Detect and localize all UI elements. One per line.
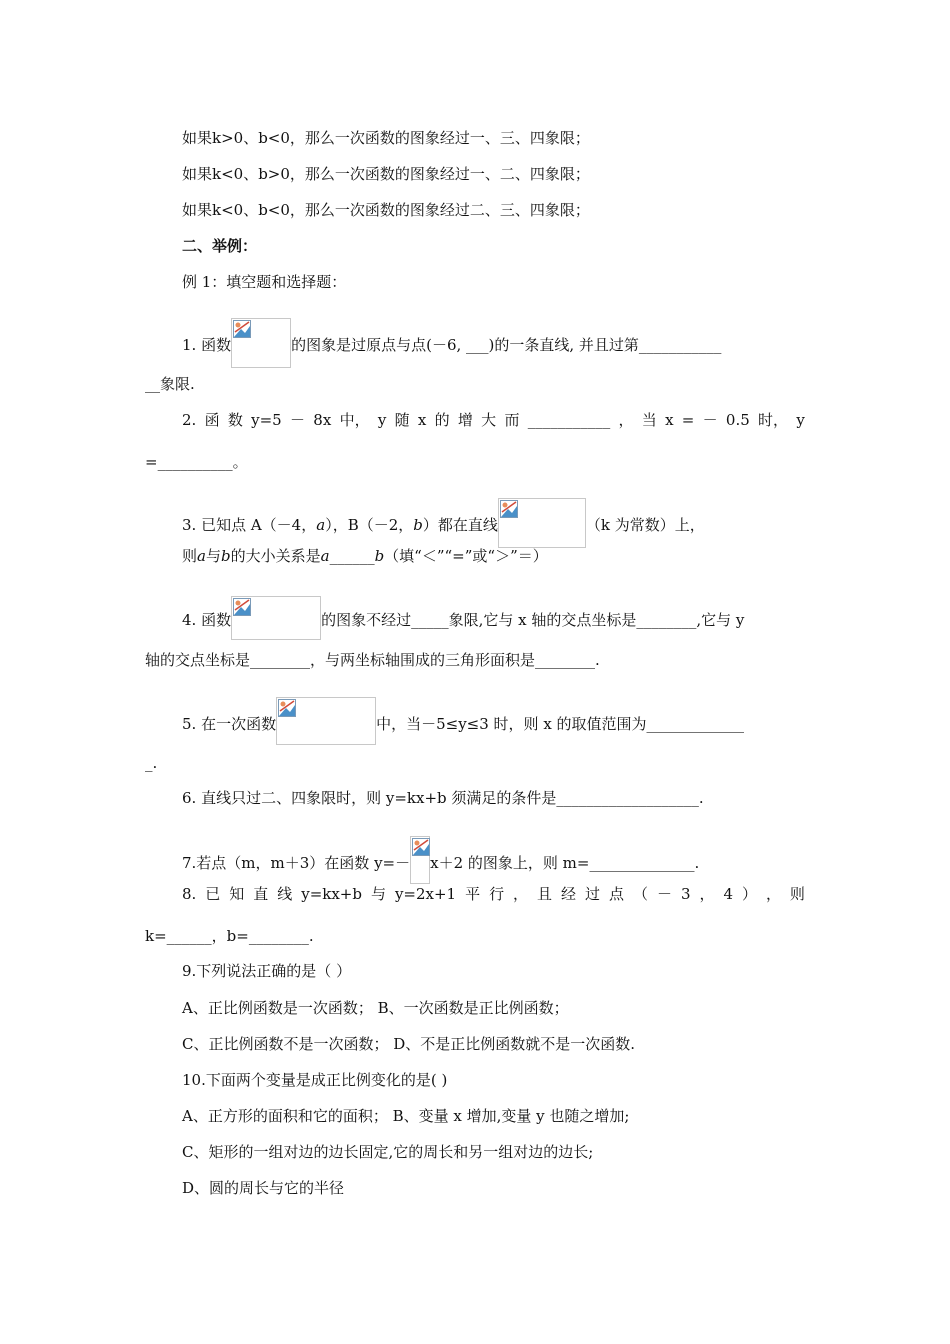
formula-image-placeholder (231, 596, 321, 640)
section-title: 二、举例： (182, 237, 258, 255)
question-4: 4. 函数 的图象不经过_____象限,它与 x 轴的交点坐标是________,它与 y (182, 596, 744, 640)
question-1-continued: __象限. (145, 375, 195, 393)
formula-image-placeholder (276, 697, 376, 745)
rule-line-1: 如果k>0、b<0，那么一次函数的图象经过一、三、四象限； (182, 129, 590, 147)
question-5: 5. 在一次函数 中，当－5≤y≤3 时，则 x 的取值范围为_____________ (182, 697, 744, 745)
question-9-stem: 9.下列说法正确的是（ ） (182, 962, 352, 980)
question-3-continued: 则a与b的大小关系是a______b（填“＜”“=”或“＞”＝） (182, 547, 548, 565)
question-9-options-cd: C、正比例函数不是一次函数； D、不是正比例函数就不是一次函数. (182, 1035, 636, 1053)
example-intro: 例 1：填空题和选择题： (182, 273, 347, 291)
question-10-option-d: D、圆的周长与它的半径 (182, 1179, 345, 1197)
formula-image-placeholder (231, 318, 291, 368)
question-9-options-ab: A、正比例函数是一次函数； B、一次函数是正比例函数； (182, 999, 569, 1017)
formula-image-placeholder (498, 498, 586, 548)
broken-image-icon (500, 500, 518, 518)
rule-line-3: 如果k<0、b<0，那么一次函数的图象经过二、三、四象限； (182, 201, 590, 219)
question-8-continued: k=______，b=________. (145, 927, 314, 945)
question-8: 8. 已 知 直 线 y=kx+b 与 y=2x+1 平 行 ， 且 经 过 点 （ － 3 ， 4 ） ， 则 (182, 885, 805, 903)
question-5-continued: _. (145, 754, 158, 772)
question-4-continued: 轴的交点坐标是________，与两坐标轴围成的三角形面积是________. (145, 651, 600, 669)
question-2-continued: =__________。 (145, 453, 248, 471)
question-1: 1. 函数 的图象是过原点与点(－6, ___)的一条直线, 并且过第___________ (182, 318, 721, 368)
question-3: 3. 已知点 A（－4，a），B（－2，b）都在直线 （k 为常数）上， (182, 498, 705, 548)
rule-line-2: 如果k<0、b>0，那么一次函数的图象经过一、二、四象限； (182, 165, 590, 183)
broken-image-icon (412, 838, 430, 856)
broken-image-icon (233, 598, 251, 616)
broken-image-icon (278, 699, 296, 717)
question-10-option-c: C、矩形的一组对边的边长固定,它的周长和另一组对边的边长; (182, 1143, 594, 1161)
question-6: 6. 直线只过二、四象限时，则 y=kx+b 须满足的条件是___________________. (182, 789, 704, 807)
formula-image-placeholder (410, 836, 430, 884)
question-10-options-ab: A、正方形的面积和它的面积； B、变量 x 增加,变量 y 也随之增加; (182, 1107, 630, 1125)
question-2: 2. 函 数 y=5 － 8x 中， y 随 x 的 增 大 而 ___________ ， 当 x = － 0.5 时， y (182, 411, 805, 429)
question-7: 7.若点（m，m＋3）在函数 y=－ x＋2 的图象上，则 m=______________. (182, 836, 699, 884)
broken-image-icon (233, 320, 251, 338)
question-10-stem: 10.下面两个变量是成正比例变化的是( ) (182, 1071, 448, 1089)
